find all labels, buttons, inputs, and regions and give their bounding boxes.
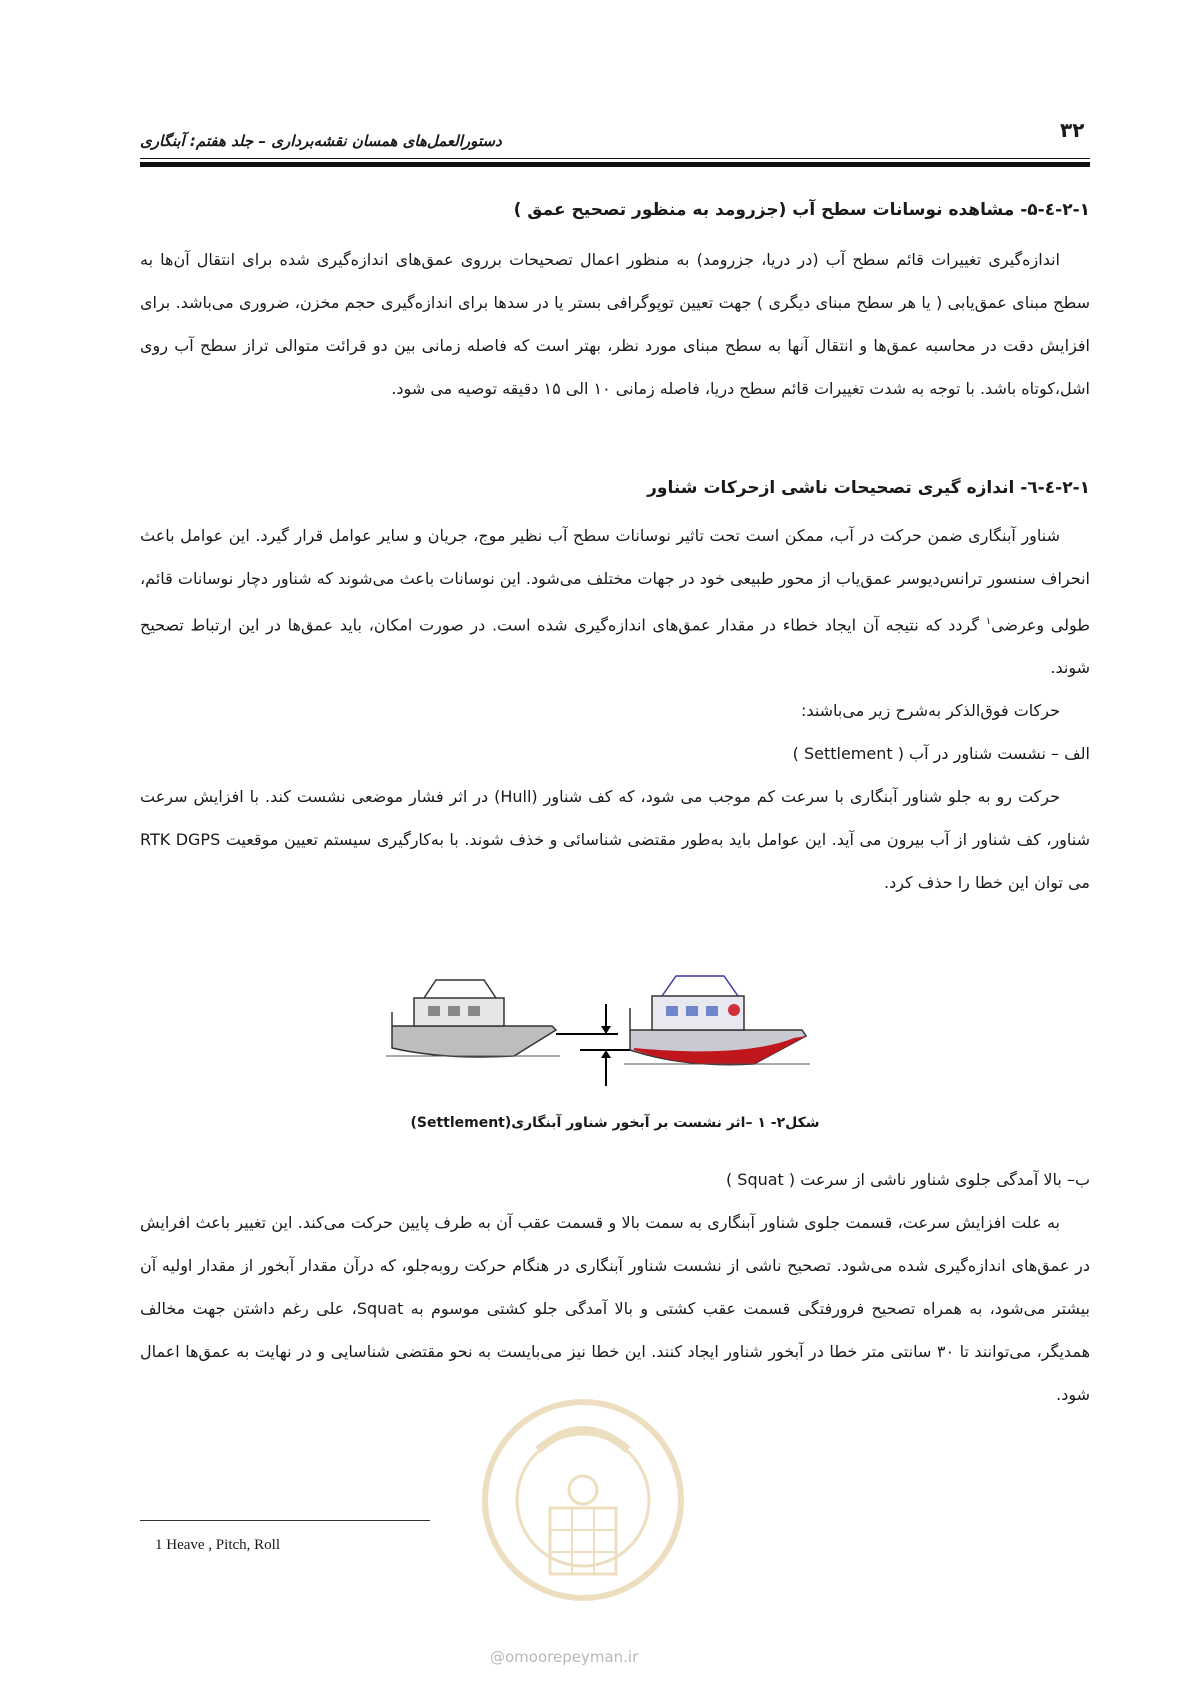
section-water-level: [140, 200, 1090, 410]
footnote-rule: [140, 1520, 430, 1521]
settlement-figure: [384, 968, 814, 1096]
item-settlement-title: الف – نشست شناور در آب ( Settlement ): [792, 744, 1090, 764]
footnote-reference: ۱: [985, 616, 992, 627]
paragraph-vessel-motion: [140, 514, 1090, 689]
boat-at-rest-icon: [386, 980, 560, 1057]
paragraph-vessel-motion-part-a: شناور آبنگاری ضمن حرکت در آب، ممکن است تحت تاثیر نوسانات سطح آب نظیر موج، جریان و سایر عوامل قرار گیرد. این عوامل باعث انحراف سنسور ترانس‌دیوسر عمق‌یاب از محور طبیعی خود در جهات مختلف می‌شود. این نوسانات باعث می‌شوند که شناور دچار نوسانات قائم، طولی وعرضی: [140, 526, 1090, 635]
paragraph-squat: به علت افزایش سرعت، قسمت جلوی شناور آبنگاری به سمت بالا و قسمت عقب آن به طرف پایین حرکت می‌کند. این تغییر باعث افرایش در عمق‌های اندازه‌گیری شده می‌شود. تصحیح ناشی از نشست شناور آبنگاری در هنگام حرکت روبه‌جلو، که درآن مقدار آبخور از مقدار اولیه آن بیشتر می‌شود، به همراه تصحیح فرورفتگی قسمت عقب کشتی و بالا آمدگی جلو کشتی موسوم به Squat، علی رغم داشتن جهت مخالف همدیگر، می‌توانند تا ۳۰ سانتی متر خطا در آبخور شناور ایجاد کنند. این خطا نیز می‌بایست به نحو مقتضی شناسایی و در نهایت به عمق‌ها اعمال شود.: [140, 1213, 1091, 1404]
section-heading-vessel-motion: ۲-۱-٤-٦- اندازه گیری تصحیحات ناشی ازحرکات شناور: [647, 478, 1090, 498]
watermark-site-text: @omoorepeyman.ir: [490, 1648, 639, 1666]
paragraph-vessel-motion-part-b: گردد که نتیجه آن ایجاد خطاء در مقدار عمق‌های اندازه‌گیری شده است. در صورت امکان، باید عمق‌ها در این ارتباط تصحیح شوند.: [140, 615, 1090, 678]
motions-intro: حرکات فوق‌الذکر به‌شرح زیر می‌باشند:: [801, 701, 1060, 721]
header-rule-thin: [140, 158, 1090, 159]
section-vessel-motion: [140, 478, 1090, 904]
boat-settled-icon: [624, 976, 810, 1065]
boat-settlement-illustration: [384, 968, 814, 1096]
page-number: ۳۲: [1060, 118, 1085, 142]
section-squat: [140, 1158, 1090, 1416]
header-rule-thick: [140, 162, 1090, 167]
section-heading-water-level: ۲-۱-٤-۵- مشاهده نوسانات سطح آب (جزرومد به منظور تصحیح عمق ): [513, 200, 1090, 220]
paragraph-water-level: اندازه‌گیری تغییرات قائم سطح آب (در دریا، جزرومد) به منظور اعمال تصحیحات برروی عمق‌های اندازه‌گیری شده برای انتقال آن‌ها به سطح مبنای عمق‌یابی ( یا هر سطح مبنای دیگری ) جهت تعیین توپوگرافی بستر یا در سدها برای اندازه‌گیری حجم مخزن، ضروری می‌باشد. برای افزایش دقت در محاسبه عمق‌ها و انتقال آنها به سطح مبنای مورد نظر، بهتر است که فاصله زمانی بین دو قرائت متوالی تراز سطح آب روی اشل،کوتاه باشد. با توجه به شدت تغییرات قائم سطح دریا، فاصله زمانی ۱۰ الی ۱۵ دقیقه توصیه می شود.: [140, 250, 1090, 398]
item-squat-title: ب– بالا آمدگی جلوی شناور ناشی از سرعت ( Squat ): [725, 1170, 1090, 1189]
watermark-seal-icon: [478, 1390, 688, 1640]
footnote-text: 1 Heave , Pitch, Roll: [155, 1537, 280, 1553]
paragraph-settlement: حرکت رو به جلو شناور آبنگاری با سرعت کم موجب می شود، که کف شناور (Hull) در اثر فشار موضعی نشست کند. با افزایش سرعت شناور، کف شناور از آب بیرون می آید. این عوامل باید به‌طور مقتضی شناسائی و خذف شوند. با به‌کارگیری سیستم تعیین موقعیت RTK DGPS می توان این خطا را حذف کرد.: [140, 787, 1091, 893]
page-header: [140, 118, 1090, 154]
figure-caption: شکل۲- ۱ –اثر نشست بر آبخور شناور آبنگاری(Settlement): [410, 1115, 820, 1131]
running-title: دستورالعمل‌های همسان نقشه‌برداری – جلد هفتم: آبنگاری: [140, 132, 502, 150]
